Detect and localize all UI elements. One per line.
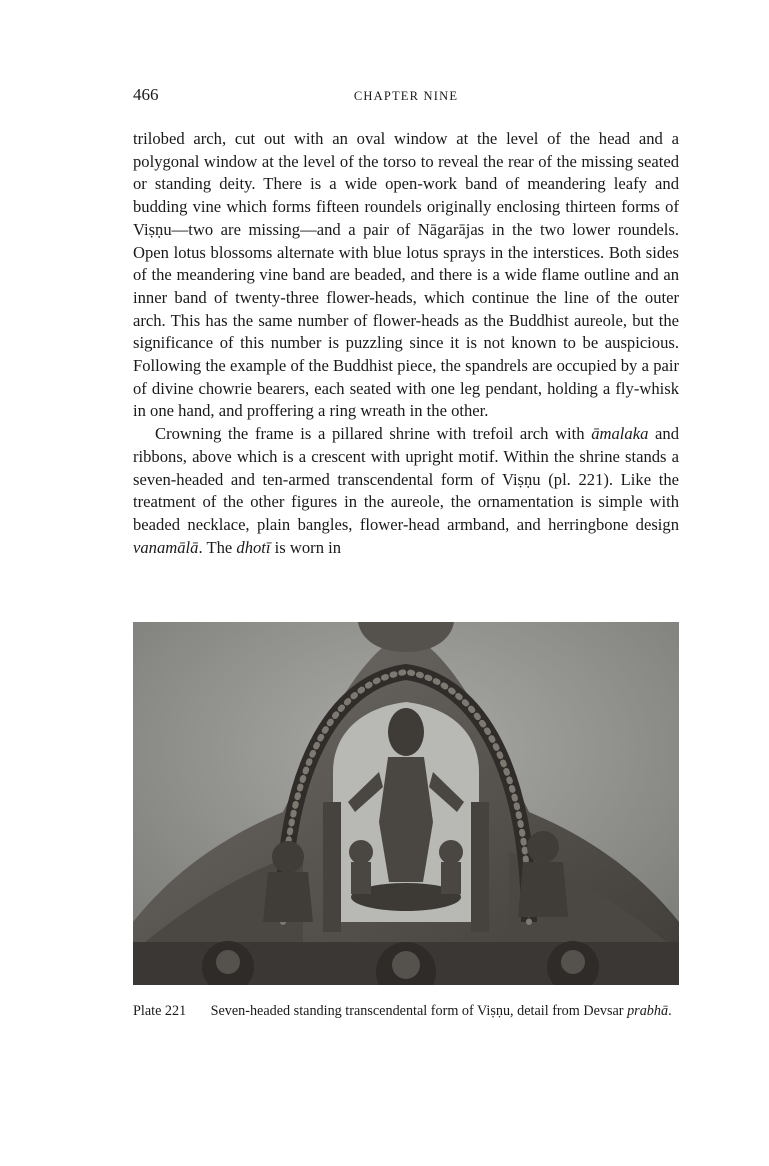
paragraph [133, 423, 679, 559]
page-number: 466 [133, 85, 159, 104]
text-run: . The [198, 537, 237, 557]
italic-term: āmalaka [591, 424, 649, 444]
italic-term: dhotī [236, 537, 271, 557]
text-run: . [668, 1003, 672, 1019]
plate-photograph [133, 622, 679, 985]
text-run: and ribbons, above which is a crescent with upright motif. Within the shrine stands a seven-headed and ten-armed transcendental form of Viṣṇu (pl. 221). Like the treatment of the other figures in the aureole, the ornamentation is simple with beaded necklace, plain bangles, flower-head armband, and herringbone design [133, 424, 679, 534]
running-head [133, 84, 679, 108]
text-run: is worn in [270, 537, 342, 557]
italic-term: vanamālā [133, 537, 199, 557]
plate-label: Plate 221 [133, 1003, 187, 1019]
paragraph [133, 128, 679, 423]
chapter-title: CHAPTER NINE [353, 89, 459, 103]
italic-term: prabhā [627, 1003, 669, 1019]
sculpture-photo [133, 622, 679, 985]
caption-text [203, 1001, 679, 1021]
body-text [133, 128, 679, 559]
text-run: Crowning the frame is a pillared shrine with trefoil arch with [155, 424, 592, 444]
text-run: trilobed arch, cut out with an oval window at the level of the head and a polygonal window at the level of the torso to reveal the rear of the missing seated or standing deity. There is a wide open-work band of meandering leafy and budding vine which forms fifteen roundels originally enclosing thirteen forms of Viṣṇu—two are missing—and a pair of Nāgarājas in the two lower roundels. Open lotus blossoms alternate with blue lotus sprays in the interstices. Both sides of the meandering vine band are beaded, and there is a wide flame outline and an inner band of twenty-three flower-heads, which continue the line of the outer arch. This has the same number of flower-heads as the Buddhist aureole, but the significance of this number is puzzling since it is not known to be auspicious. Following the example of the Buddhist piece, the spandrels are occupied by a pair of divine chowrie bearers, each seated with one leg pendant, holding a fly-whisk in one hand, and proffering a ring wreath in the other. [133, 129, 679, 421]
plate-caption [133, 1001, 679, 1021]
text-run: Seven-headed standing transcendental form of Viṣṇu, detail from Devsar [210, 1003, 628, 1019]
